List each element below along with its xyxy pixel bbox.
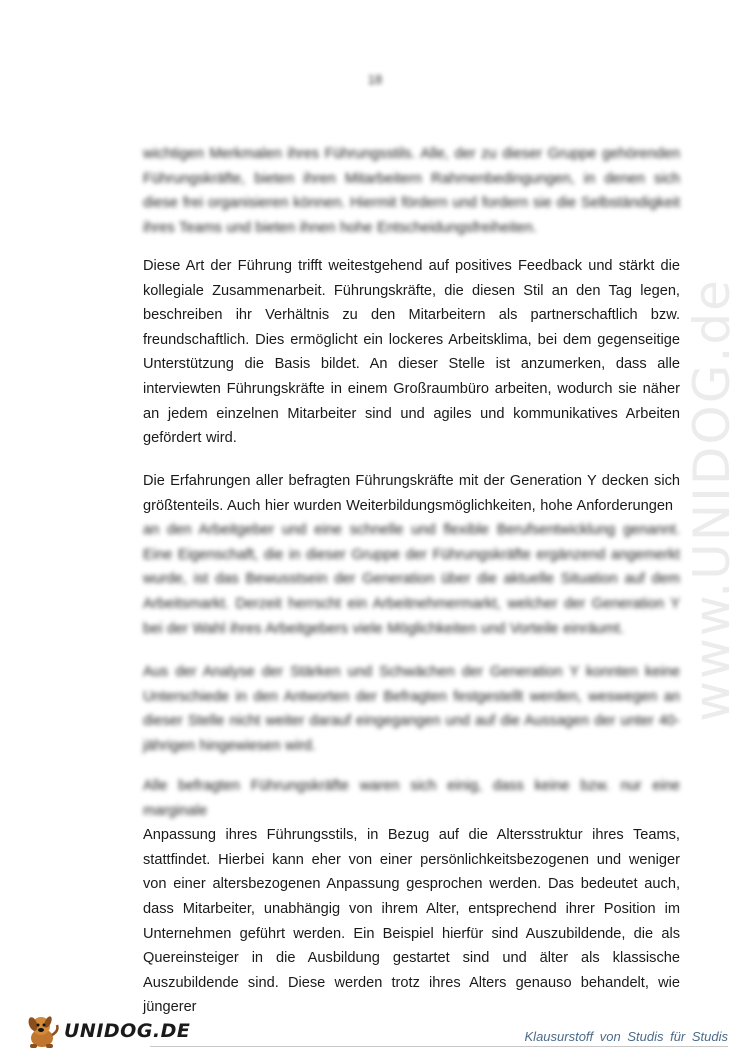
dog-mascot-icon	[22, 1011, 62, 1051]
paragraph-3-blurred-text: an den Arbeitgeber und eine schnelle und flexible Berufsentwicklung genannt. Eine Eigenschaft, die in dieser Gruppe der Führungskräfte ergänzend angemerkt wurde, ist das Bewusstsein der Generation über die aktuelle Situation auf dem Arbeitsmarkt. Derzeit herrscht ein Arbeitnehmermarkt, welcher der Generation Y bei der Wahl ihres Arbeitgebers viele Möglichkeiten und Vorteile einräumt.	[143, 522, 680, 637]
footer-divider	[150, 1046, 728, 1047]
paragraph-2-text: Diese Art der Führung trifft weitestgehend auf positives Feedback und stärkt die kollegiale Zusammenarbeit. Führungskräfte, die diesen Stil an den Tag legen, beschreiben ihr Verhältnis zu den Mitarbeitern als partnerschaftlich bzw. freundschaftlich. Dies ermöglicht ein lockeres Arbeitsklima, bei dem gegenseitige Unterstützung die Basis bildet. An dieser Stelle ist anzumerken, dass alle interviewten Führungskräfte in einem Großraumbüro arbeiten, wodurch sie näher an jedem einzelnen Mitarbeiter sind und agiles und kommunikatives Arbeiten gefördert wird.	[143, 258, 680, 447]
paragraph-1-blurred-text: wichtigen Merkmalen ihres Führungsstils. Alle, der zu dieser Gruppe gehörenden Führungskräfte, bieten ihren Mitarbeitern Rahmenbedingungen, in denen sich diese frei organisieren können. Hiermit fördern und fordern sie die Selbständigkeit ihres Teams und bieten ihnen hohe Entscheidungsfreiheiten.	[143, 146, 680, 236]
paragraph-1	[143, 142, 680, 240]
watermark-text: www.UNIDOG.de	[683, 278, 742, 722]
logo-text: UNIDOG.DE	[64, 1020, 191, 1042]
paragraph-4-blurred-text: Aus der Analyse der Stärken und Schwächen der Generation Y konnten keine Unterschiede in den Antworten der Befragten festgestellt werden, weswegen an dieser Stelle nicht weiter darauf eingegangen und auf die Aussagen der unter 40-jährigen hingewiesen wird.	[143, 664, 680, 754]
unidog-logo[interactable]	[22, 1011, 190, 1051]
paragraph-3-clear-text: Die Erfahrungen aller befragten Führungskräfte mit der Generation Y decken sich größtenteils. Auch hier wurden Weiterbildungsmöglichkeiten, hohe Anforderungen	[143, 473, 680, 514]
paragraph-4	[143, 660, 680, 758]
paragraph-2	[143, 254, 680, 451]
paragraph-5-blurred-text: Alle befragten Führungskräfte waren sich einig, dass keine bzw. nur eine marginale	[143, 778, 680, 819]
footer-tagline: Klausurstoff von Studis für Studis	[524, 1029, 728, 1044]
page-number: 18	[367, 72, 383, 87]
paragraph-3	[143, 469, 680, 641]
paragraph-5-clear-text: Anpassung ihres Führungsstils, in Bezug auf die Altersstruktur ihres Teams, stattfindet. Hierbei kann eher von einer persönlichkeitsbezogenen und weniger von einer altersbezogenen Anpassung gesprochen werden. Das bedeutet auch, dass Mitarbeiter, unabhängig von ihrem Alter, entsprechend ihrer Position im Unternehmen geführt werden. Ein Beispiel hierfür sind Auszubildende, die als Quereinsteiger in die Ausbildung gestartet sind und älter als klassische Auszubildende sind. Diese werden trotz ihres Alters genauso behandelt, wie jüngerer	[143, 827, 680, 1016]
paragraph-5	[143, 774, 680, 1020]
